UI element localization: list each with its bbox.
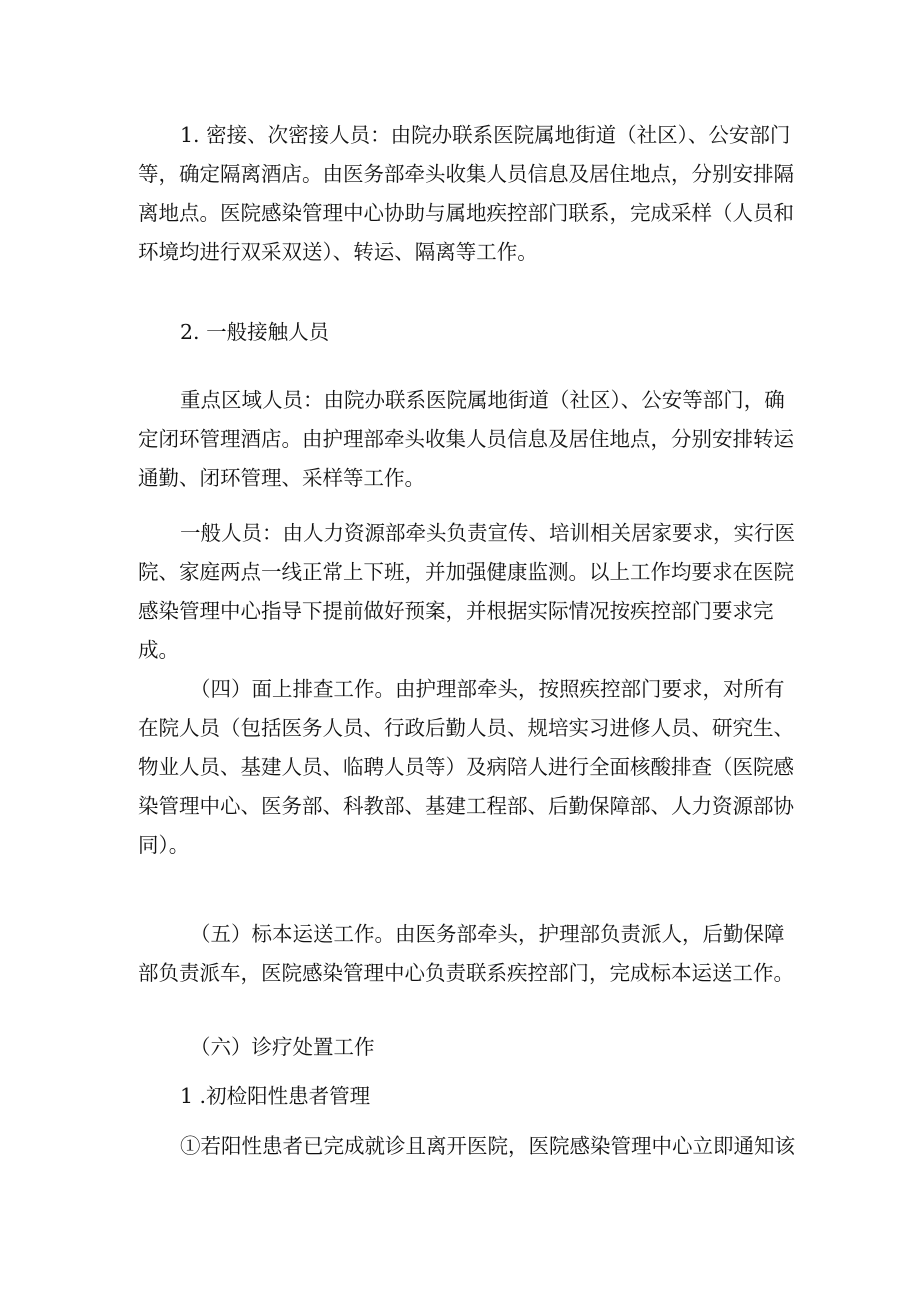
paragraph-screening-work: （四）面上排查工作。由护理部牵头，按照疾控部门要求，对所有在院人员（包括医务人员、行政后勤人员、规培实习进修人员、研究生、物业人员、基建人员、临聘人员等）及病陪人进行全面核酸排查（医院感染管理中心、医务部、科教部、基建工程部、后勤保障部、人力资源部协同）。 bbox=[138, 677, 794, 857]
heading-general-contacts: 2. 一般接触人员 bbox=[180, 320, 330, 344]
paragraph-close-contacts: 1. 密接、次密接人员：由院办联系医院属地街道（社区）、公安部门等，确定隔离酒店。由医务部牵头收集人员信息及居住地点，分别安排隔离地点。医院感染管理中心协助与属地疾控部门联系，完成采样（人员和环境均进行双采双送）、转运、隔离等工作。 bbox=[138, 123, 794, 264]
paragraph-positive-patient-left: ①若阳性患者已完成就诊且离开医院，医院感染管理中心立即通知该 bbox=[180, 1134, 795, 1158]
paragraph-specimen-transport: （五）标本运送工作。由医务部牵头，护理部负责派人，后勤保障部负责派车，医院感染管理中心负责联系疾控部门，完成标本运送工作。 bbox=[138, 922, 794, 985]
paragraph-key-area-personnel: 重点区域人员：由院办联系医院属地街道（社区）、公安等部门，确定闭环管理酒店。由护理部牵头收集人员信息及居住地点，分别安排转运通勤、闭环管理、采样等工作。 bbox=[138, 388, 794, 490]
heading-positive-patient-management: 1 .初检阳性患者管理 bbox=[180, 1084, 371, 1108]
heading-diagnosis-treatment: （六）诊疗处置工作 bbox=[190, 1035, 375, 1059]
paragraph-general-personnel: 一般人员：由人力资源部牵头负责宣传、培训相关居家要求，实行医院、家庭两点一线正常上下班，并加强健康监测。以上工作均要求在医院感染管理中心指导下提前做好预案，并根据实际情况按疾控部门要求完成。 bbox=[138, 521, 795, 662]
